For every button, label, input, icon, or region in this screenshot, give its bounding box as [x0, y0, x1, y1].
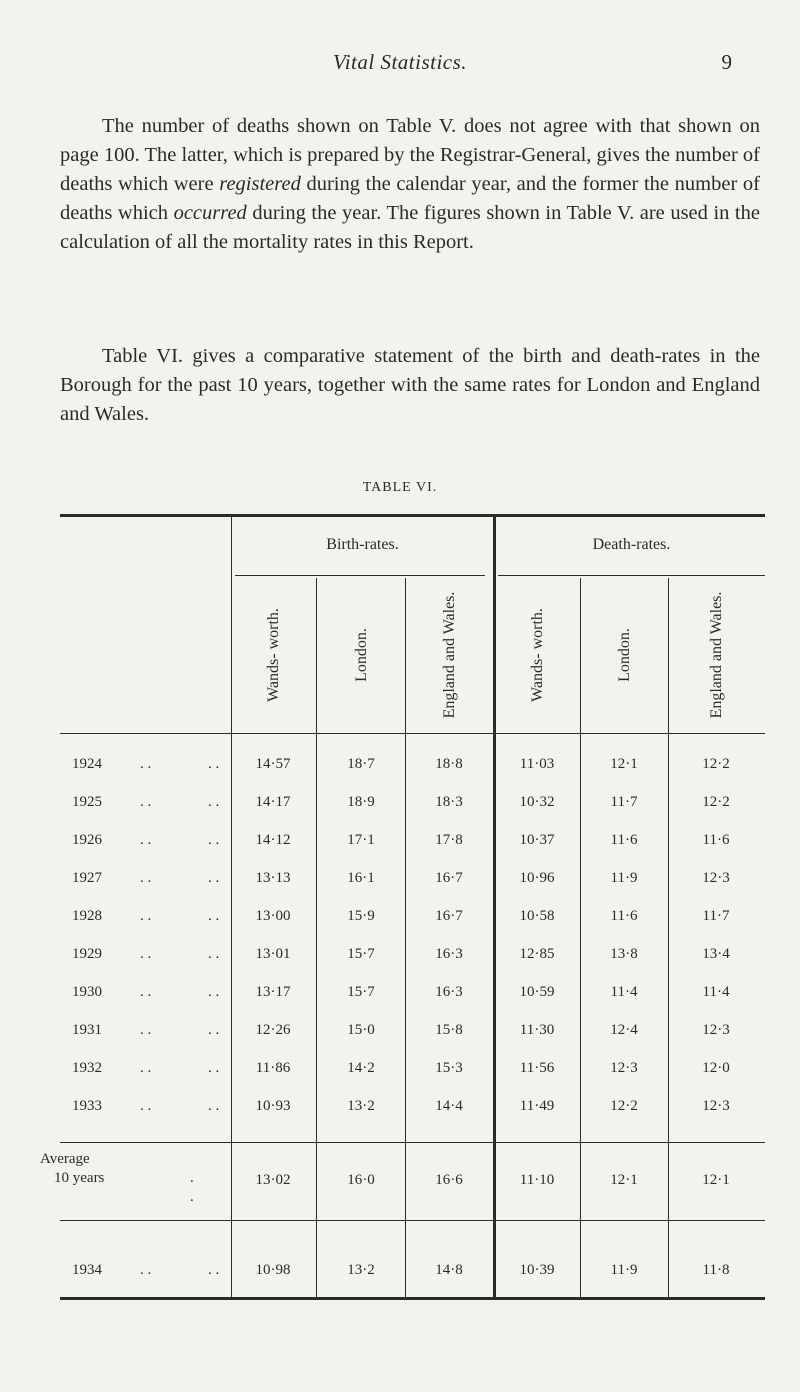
col-death-london: London.: [615, 628, 633, 682]
table-row: 1932 . . . . 11·86 14·2 15·3 11·56 12·3 12·0: [72, 1060, 730, 1076]
row-year: 1930: [72, 984, 102, 1000]
row-year: 1929: [72, 946, 102, 962]
table-row: 1926 . . . . 14·12 17·1 17·8 10·37 11·6 11·6: [72, 832, 730, 848]
row-year: 1934: [72, 1262, 102, 1278]
col-birth-london: London.: [352, 628, 370, 682]
birth-rates-heading: Birth-rates.: [326, 536, 399, 553]
running-title: Vital Statistics.: [332, 50, 468, 74]
page-number: 9: [721, 50, 732, 74]
row-year: 1926: [72, 832, 102, 848]
col-death-wandsworth: Wands- worth.: [528, 608, 546, 702]
emphasis-occurred: occurred: [173, 202, 247, 224]
paragraph-deaths-note: The number of deaths shown on Table V. does not agree with that shown on page 100. The latter, which is prepared by the Registrar-General, gives the number of deaths which were registered during the calendar year, and the former the number of deaths which occurred during the year. The figures shown in Table V. are used in the calculation of all the mortality rates in this Report.: [60, 115, 760, 253]
average-top-rule: [60, 1142, 765, 1143]
current-year-row: 1934 . . . . 10·98 13·2 14·8 10·39 11·9 11·8: [72, 1262, 730, 1278]
table-row: 1927 . . . . 13·13 16·1 16·7 10·96 11·9 12·3: [72, 870, 730, 886]
table-row: 1924 . . . . 14·57 18·7 18·8 11·03 12·1 12·2: [72, 756, 730, 772]
table-row: 1925 . . . . 14·17 18·9 18·3 10·32 11·7 12·2: [72, 794, 730, 810]
average-bottom-rule: [60, 1220, 765, 1221]
row-year: 1924: [72, 756, 102, 772]
table-title: TABLE VI.: [362, 480, 438, 495]
header-bottom-rule: [60, 733, 765, 734]
table-row: 1929 . . . . 13·01 15·7 16·3 12·85 13·8 13·4: [72, 946, 730, 962]
table-row: 1928 . . . . 13·00 15·9 16·7 10·58 11·6 11·7: [72, 908, 730, 924]
row-year: 1925: [72, 794, 102, 810]
table-top-rule: [60, 514, 765, 517]
average-row: 13·02 16·0 16·6 11·10 12·1 12·1: [255, 1172, 730, 1188]
death-rates-heading: Death-rates.: [592, 536, 671, 553]
birth-group-rule: [235, 575, 485, 576]
page-header: [0, 50, 800, 80]
col-death-england-wales: England and Wales.: [707, 591, 725, 719]
table-row: 1933 . . . . 10·93 13·2 14·4 11·49 12·2 12·3: [72, 1098, 730, 1114]
row-year: 1931: [72, 1022, 102, 1038]
col-birth-england-wales: England and Wales.: [440, 591, 458, 719]
emphasis-registered: registered: [219, 173, 301, 195]
paragraph-table-intro: Table VI. gives a comparative statement of the birth and death-rates in the Borough for the past 10 years, together with the same rates for London and England and Wales.: [60, 345, 760, 425]
table-row: 1930 . . . . 13·17 15·7 16·3 10·59 11·4 11·4: [72, 984, 730, 1000]
row-year: 1928: [72, 908, 102, 924]
row-year: 1932: [72, 1060, 102, 1076]
average-label: Average 10 years . .: [40, 1151, 194, 1205]
col-birth-wandsworth: Wands- worth.: [264, 608, 282, 702]
death-group-rule: [498, 575, 765, 576]
table-row: 1931 . . . . 12·26 15·0 15·8 11·30 12·4 12·3: [72, 1022, 730, 1038]
row-year: 1933: [72, 1098, 102, 1114]
row-year: 1927: [72, 870, 102, 886]
